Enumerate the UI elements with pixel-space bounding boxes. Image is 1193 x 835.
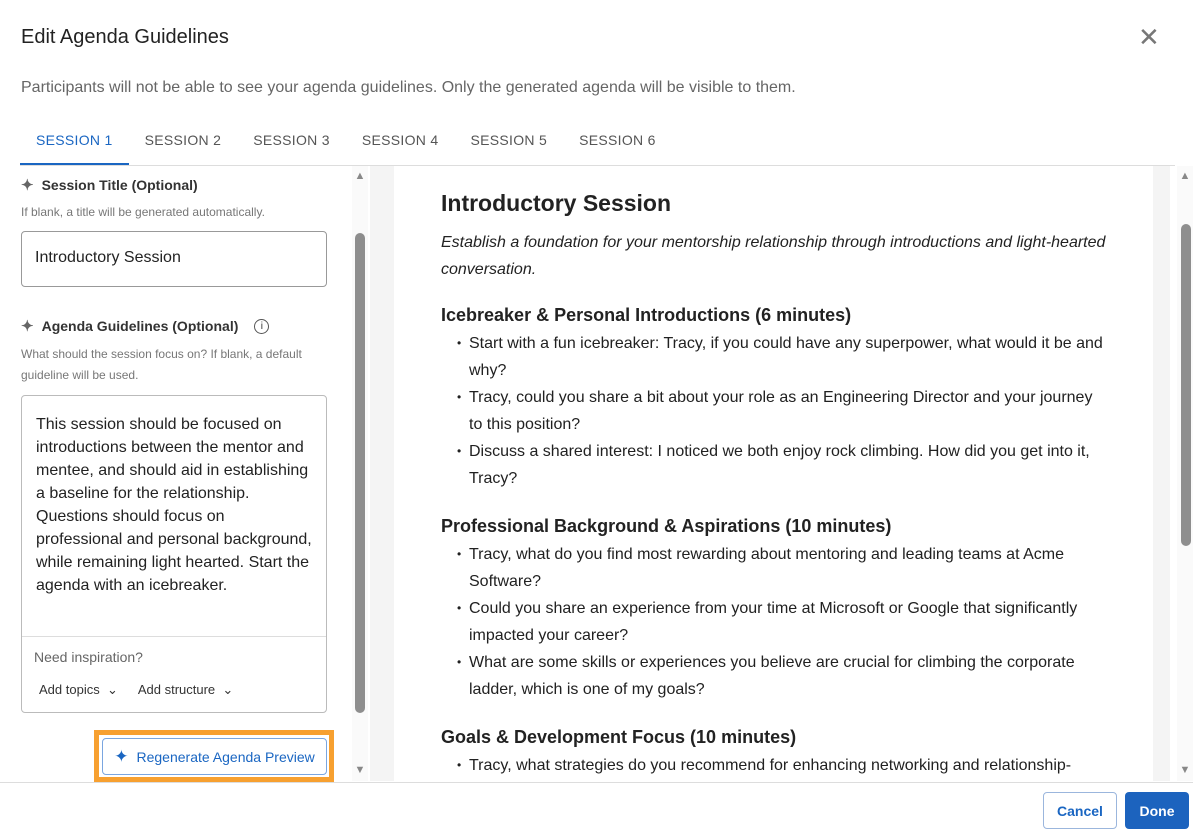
tab-session-2[interactable]: SESSION 2 xyxy=(144,132,222,148)
dialog-subtitle: Participants will not be able to see your agenda guidelines. Only the generated agenda will be visible to them. xyxy=(21,79,796,96)
dialog-footer xyxy=(0,782,1193,835)
form-scrollbar[interactable] xyxy=(352,166,368,781)
tab-session-6[interactable]: SESSION 6 xyxy=(579,132,656,148)
section-heading: Goals & Development Focus (10 minutes) xyxy=(441,727,797,747)
agenda-guidelines-value[interactable]: This session should be focused on introductions between the mentor and mentee, and should aid in establishing a baseline for the relationship. Questions should focus on professional and personal background, while remaining light hearted. Start the agenda with an icebreaker. xyxy=(36,416,312,594)
list-item: • Tracy, what do you find most rewarding about mentoring and leading teams at Acme Software? xyxy=(441,541,1106,595)
list-item: • Could you share an experience from your time at Microsoft or Google that significantly impacted your career? xyxy=(441,595,1106,649)
agenda-guidelines-label xyxy=(21,317,269,335)
add-structure-label: Add structure xyxy=(137,682,216,697)
preview-scrollbar[interactable] xyxy=(1177,166,1193,781)
session-title-hint: If blank, a title will be generated automatically. xyxy=(21,205,265,219)
need-inspiration-label: Need inspiration? xyxy=(34,649,143,665)
tab-session-5[interactable]: SESSION 5 xyxy=(470,132,548,148)
preview-title: Introductory Session xyxy=(441,190,672,216)
section-heading: Professional Background & Aspirations (10 minutes) xyxy=(441,516,892,536)
tab-session-1[interactable]: SESSION 1 xyxy=(20,123,129,165)
label-text: Agenda Guidelines (Optional) xyxy=(41,318,239,334)
agenda-card xyxy=(394,166,1153,781)
scroll-down-icon[interactable]: ▼ xyxy=(1179,764,1191,776)
label-text: Session Title (Optional) xyxy=(41,177,198,193)
agenda-guidelines-hint: What should the session focus on? If blank, a default guideline will be used. xyxy=(21,347,302,382)
inspiration-bar xyxy=(22,636,326,712)
list-item: • Discuss a shared interest: I noticed we both enjoy rock climbing. How did you get into it, Tracy? xyxy=(441,438,1106,492)
done-button[interactable]: Done xyxy=(1125,792,1189,829)
add-structure-dropdown[interactable] xyxy=(138,682,233,698)
section-list xyxy=(441,541,1106,703)
list-item: • Tracy, could you share a bit about your role as an Engineering Director and your journey to this position? xyxy=(441,384,1106,438)
session-tabs xyxy=(20,123,672,165)
cancel-button[interactable]: Cancel xyxy=(1043,792,1117,829)
regenerate-agenda-button[interactable] xyxy=(102,738,327,775)
form-panel xyxy=(0,166,350,781)
list-item: • What are some skills or experiences you believe are crucial for climbing the corporate ladder, which is one of my goals? xyxy=(441,649,1106,703)
scroll-thumb[interactable] xyxy=(355,233,365,713)
scroll-up-icon[interactable]: ▲ xyxy=(1179,170,1191,182)
section-list xyxy=(441,752,1106,779)
sparkle-icon: ✦ xyxy=(21,318,34,335)
session-title-input[interactable]: Introductory Session xyxy=(21,231,327,287)
info-icon[interactable]: i xyxy=(254,319,269,334)
chevron-down-icon: ⌄ xyxy=(218,682,234,697)
section-list xyxy=(441,330,1106,492)
scroll-thumb[interactable] xyxy=(1181,224,1191,546)
preview-description: Establish a foundation for your mentorship relationship through introductions and light-hearted conversation. xyxy=(441,234,1106,278)
scroll-up-icon[interactable]: ▲ xyxy=(354,170,366,182)
tab-session-4[interactable]: SESSION 4 xyxy=(361,132,439,148)
list-item: • Start with a fun icebreaker: Tracy, if you could have any superpower, what would it be and why? xyxy=(441,330,1106,384)
dialog-title: Edit Agenda Guidelines xyxy=(21,26,229,48)
sparkle-icon: ✦ xyxy=(21,177,34,194)
add-topics-dropdown[interactable] xyxy=(39,682,118,698)
section-heading: Icebreaker & Personal Introductions (6 minutes) xyxy=(441,305,852,325)
agenda-guidelines-textarea[interactable] xyxy=(21,395,327,713)
close-icon[interactable]: ✕ xyxy=(1138,22,1160,52)
tab-session-3[interactable]: SESSION 3 xyxy=(253,132,330,148)
sparkle-icon: ✦ xyxy=(114,746,129,766)
chevron-down-icon: ⌄ xyxy=(103,682,118,697)
scroll-down-icon[interactable]: ▼ xyxy=(354,764,366,776)
list-item: • Tracy, what strategies do you recommend for enhancing networking and relationship- xyxy=(441,752,1106,779)
session-title-label xyxy=(21,176,198,194)
add-topics-label: Add topics xyxy=(39,682,100,697)
agenda-preview xyxy=(370,166,1170,781)
regenerate-label: Regenerate Agenda Preview xyxy=(136,748,315,765)
